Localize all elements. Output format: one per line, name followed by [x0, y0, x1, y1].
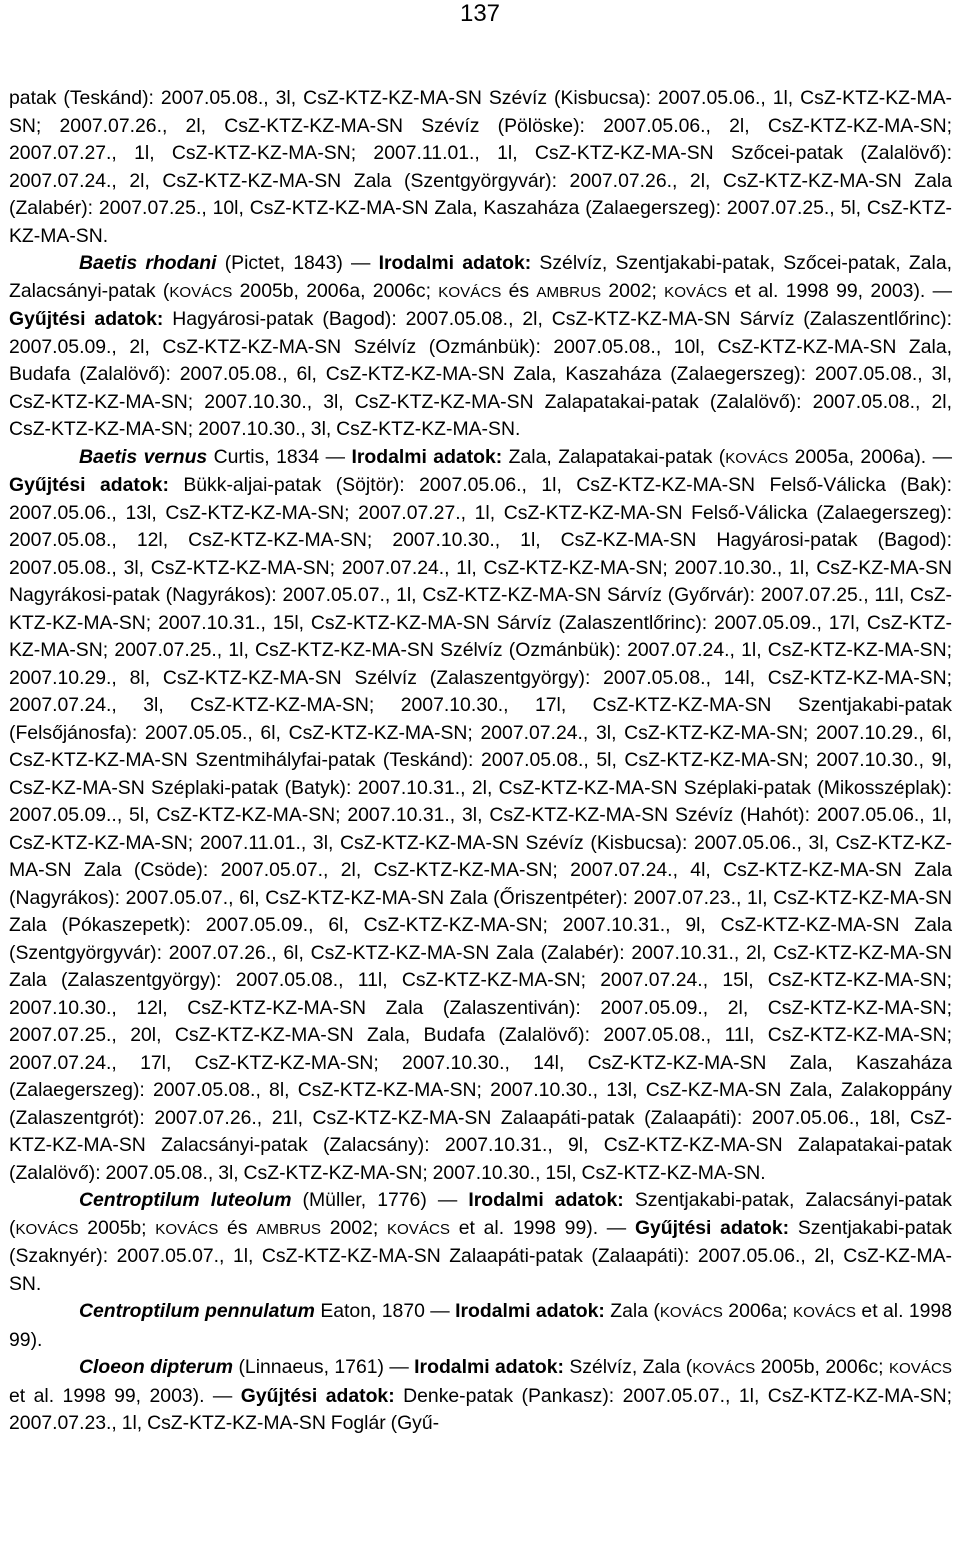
species-author: (Linnaeus, 1761) —	[233, 1356, 415, 1378]
author-name: KOVÁCS	[659, 1304, 723, 1321]
literature-text: Szélvíz, Szentjakabi-patak, Szőcei-patak, Zala, Zalacsányi-patak (	[9, 252, 952, 302]
collection-text: Hagyárosi-patak (Bagod): 2007.05.08., 2l, CsZ-KTZ-KZ-MA-SN Sárvíz (Zalaszentlőrinc): 2007.05.09., 2l, CsZ-KTZ-KZ-MA-SN Szélvíz (Ozmánbük): 2007.05.08., 10l, CsZ-KTZ-KZ-MA-SN Zala, Budafa (Zalalövő): 2007.05.08., 6l, CsZ-KTZ-KZ-MA-SN Zala, Kaszaháza (Zalaegerszeg): 2007.05.08., 3l, CsZ-KTZ-KZ-MA-SN; 2007.10.30., 3l, CsZ-KTZ-KZ-MA-SN Zalapatakai-patak (Zalalövő): 2007.05.08., 2l, CsZ-KTZ-KZ-MA-SN; 2007.10.30., 3l, CsZ-KTZ-KZ-MA-SN.	[9, 308, 952, 440]
species-entry-centroptilum-luteolum	[9, 1187, 952, 1298]
species-name: Baetis rhodani	[79, 252, 217, 274]
species-name: Centroptilum luteolum	[79, 1189, 292, 1211]
author-name: KOVÁCS	[15, 1220, 79, 1238]
literature-text: Szélvíz, Zala (	[563, 1356, 693, 1378]
author-name: KOVÁCS	[725, 449, 789, 467]
page-number: 137	[459, 0, 501, 27]
literature-text: 2005a, 2006a). —	[788, 445, 952, 468]
collection-label: Gyűjtési adatok:	[634, 1216, 790, 1239]
literature-text: Zala, Zalapatakai-patak (	[502, 445, 726, 468]
author-name: KOVÁCS	[792, 1304, 857, 1321]
literature-text: et al. 1998 99, 2003). —	[727, 279, 952, 302]
author-name: KOVÁCS	[386, 1220, 450, 1238]
literature-text: 2006a;	[722, 1300, 793, 1322]
literature-label: Irodalmi adatok:	[468, 1189, 624, 1211]
species-entry-centroptilum-pennulatum	[9, 1298, 952, 1354]
species-entry-cloeon-dipterum	[9, 1354, 952, 1438]
species-name: Cloeon dipterum	[79, 1356, 234, 1378]
collection-text: Denke-patak (Pankasz): 2007.05.07., 1l, CsZ-KTZ-KZ-MA-SN; 2007.07.23., 1l, CsZ-KTZ-KZ-MA-SN Foglár (Gyű-	[9, 1384, 952, 1434]
literature-text: Szentjakabi-patak, Zalacsányi-patak (	[9, 1189, 952, 1239]
species-author: Curtis, 1834 —	[207, 445, 352, 468]
author-name: AMBRUS	[536, 283, 602, 301]
literature-text: 2005b, 2006a, 2006c;	[232, 279, 439, 302]
author-name: KOVÁCS	[438, 283, 502, 301]
species-entry-baetis-vernus	[9, 444, 952, 1188]
author-name: KOVÁCS	[169, 283, 233, 301]
literature-text: és	[218, 1216, 257, 1239]
author-name: KOVÁCS	[692, 1360, 756, 1377]
literature-label: Irodalmi adatok:	[455, 1300, 605, 1322]
collection-text: Bükk-aljai-patak (Söjtör): 2007.05.06., 1l, CsZ-KTZ-KZ-MA-SN Felső-Válicka (Bak): 2007.05.06., 13l, CsZ-KTZ-KZ-MA-SN; 2007.07.27., 1l, CsZ-KTZ-KZ-MA-SN Felső-Válicka (Zalaegerszeg): 2007.05.08., 12l, CsZ-KTZ-KZ-MA-SN; 2007.10.30., 1l, CsZ-KZ-MA-SN Hagyárosi-patak (Bagod): 2007.05.08., 3l, CsZ-KTZ-KZ-MA-SN; 2007.07.24., 1l, CsZ-KTZ-KZ-MA-SN; 2007.10.30., 1l, CsZ-KZ-MA-SN Nagyrákosi-patak (Nagyrákos): 2007.05.07., 1l, CsZ-KTZ-KZ-MA-SN Sárvíz (Győrvár): 2007.07.25., 11l, CsZ-KTZ-KZ-MA-SN; 2007.10.31., 15l, CsZ-KTZ-KZ-MA-SN Sárvíz (Zalaszentlőrinc): 2007.05.09., 17l, CsZ-KTZ-KZ-MA-SN; 2007.07.25., 1l, CsZ-KTZ-KZ-MA-SN Szélvíz (Ozmánbük): 2007.07.24., 1l, CsZ-KTZ-KZ-MA-SN; 2007.10.29., 8l, CsZ-KTZ-KZ-MA-SN Szélvíz (Zalaszentgyörgy): 2007.05.08., 14l, CsZ-KTZ-KZ-MA-SN; 2007.07.24., 3l, CsZ-KTZ-KZ-MA-SN; 2007.10.30., 17l, CsZ-KTZ-KZ-MA-SN Szentjakabi-patak (Felsőjánosfa): 2007.05.05., 6l, CsZ-KTZ-KZ-MA-SN; 2007.07.24., 3l, CsZ-KTZ-KZ-MA-SN; 2007.10.29., 6l, CsZ-KTZ-KZ-MA-SN Szentmihályfai-patak (Teskánd): 2007.05.08., 5l, CsZ-KTZ-KZ-MA-SN; 2007.10.30., 9l, CsZ-KZ-MA-SN Széplaki-patak (Batyk): 2007.10.31., 2l, CsZ-KTZ-KZ-MA-SN Széplaki-patak (Mikosszéplak): 2007.05.09.., 5l, CsZ-KTZ-KZ-MA-SN; 2007.10.31., 3l, CsZ-KTZ-KZ-MA-SN Szévíz (Hahót): 2007.05.06., 1l, CsZ-KTZ-KZ-MA-SN; 2007.11.01., 3l, CsZ-KTZ-KZ-MA-SN Szévíz (Kisbucsa): 2007.05.06., 3l, CsZ-KTZ-KZ-MA-SN Zala (Csöde): 2007.05.07., 2l, CsZ-KTZ-KZ-MA-SN; 2007.07.24., 4l, CsZ-KTZ-KZ-MA-SN Zala (Nagyrákos): 2007.05.07., 6l, CsZ-KTZ-KZ-MA-SN Zala (Őriszentpéter): 2007.07.23., 1l, CsZ-KTZ-KZ-MA-SN Zala (Pókaszepetk): 2007.05.09., 6l, CsZ-KTZ-KZ-MA-SN; 2007.10.31., 9l, CsZ-KTZ-KZ-MA-SN Zala (Szentgyörgyvár): 2007.07.26., 6l, CsZ-KTZ-KZ-MA-SN Zala (Zalabér): 2007.10.31., 2l, CsZ-KTZ-KZ-MA-SN Zala (Zalaszentgyörgy): 2007.05.08., 11l, CsZ-KTZ-KZ-MA-SN; 2007.07.24., 15l, CsZ-KTZ-KZ-MA-SN; 2007.10.30., 12l, CsZ-KTZ-KZ-MA-SN Zala (Zalaszentiván): 2007.05.09., 2l, CsZ-KTZ-KZ-MA-SN; 2007.07.25., 20l, CsZ-KTZ-KZ-MA-SN Zala, Budafa (Zalalövő): 2007.05.08., 11l, CsZ-KTZ-KZ-MA-SN; 2007.07.24., 17l, CsZ-KTZ-KZ-MA-SN; 2007.10.30., 14l, CsZ-KTZ-KZ-MA-SN Zala, Kaszaháza (Zalaegerszeg): 2007.05.08., 8l, CsZ-KTZ-KZ-MA-SN; 2007.10.30., 13l, CsZ-KZ-MA-SN Zala, Zalakoppány (Zalaszentgrót): 2007.07.26., 21l, CsZ-KTZ-KZ-MA-SN Zalaapáti-patak (Zalaapáti): 2007.05.06., 18l, CsZ-KTZ-KZ-MA-SN Zalacsányi-patak (Zalacsány): 2007.10.31., 9l, CsZ-KTZ-KZ-MA-SN Zalapatakai-patak (Zalalövő): 2007.05.08., 3l, CsZ-KTZ-KZ-MA-SN; 2007.10.30., 15l, CsZ-KTZ-KZ-MA-SN.	[9, 474, 953, 1184]
literature-text: et al. 1998 99).	[9, 1300, 952, 1351]
literature-label: Irodalmi adatok:	[351, 445, 503, 468]
collection-label: Gyűjtési adatok:	[9, 308, 164, 330]
collection-text: Szentjakabi-patak (Szaknyér): 2007.05.07., 1l, CsZ-KTZ-KZ-MA-SN Zalaapáti-patak (Zalaapáti): 2007.05.06., 2l, CsZ-KZ-MA-SN.	[9, 1216, 953, 1295]
author-name: KOVÁCS	[664, 283, 728, 301]
author-name: KOVÁCS	[888, 1360, 952, 1377]
species-author: Eaton, 1870 —	[314, 1300, 456, 1322]
continuation-paragraph: patak (Teskánd): 2007.05.08., 3l, CsZ-KTZ-KZ-MA-SN Szévíz (Kisbucsa): 2007.05.06., 1l, CsZ-KTZ-KZ-MA-SN; 2007.07.26., 2l, CsZ-KTZ-KZ-MA-SN Szévíz (Pölöske): 2007.05.06., 2l, CsZ-KTZ-KZ-MA-SN; 2007.07.27., 1l, CsZ-KTZ-KZ-MA-SN; 2007.11.01., 1l, CsZ-KTZ-KZ-MA-SN Szőcei-patak (Zalalövő): 2007.07.24., 2l, CsZ-KTZ-KZ-MA-SN Zala (Szentgyörgyvár): 2007.07.26., 2l, CsZ-KTZ-KZ-MA-SN Zala (Zalabér): 2007.07.25., 10l, CsZ-KTZ-KZ-MA-SN Zala, Kaszaháza (Zalaegerszeg): 2007.07.25., 5l, CsZ-KTZ-KZ-MA-SN.	[9, 87, 952, 247]
literature-text: et al. 1998 99). —	[450, 1216, 635, 1239]
collection-label: Gyűjtési adatok:	[9, 474, 169, 496]
literature-text: 2002;	[601, 279, 665, 302]
literature-text: et al. 1998 99, 2003). —	[9, 1384, 241, 1407]
collection-label: Gyűjtési adatok:	[240, 1384, 395, 1407]
species-entry-baetis-rhodani	[9, 250, 952, 444]
literature-text: Zala (	[604, 1300, 660, 1322]
species-author: (Müller, 1776) —	[291, 1189, 469, 1211]
literature-text: 2002;	[320, 1216, 387, 1239]
species-name: Baetis vernus	[79, 445, 208, 468]
document-body	[9, 85, 952, 1438]
author-name: AMBRUS	[256, 1220, 321, 1238]
literature-text: és	[501, 279, 537, 302]
author-name: KOVÁCS	[155, 1220, 219, 1238]
species-author: (Pictet, 1843) —	[216, 252, 379, 274]
species-name: Centroptilum pennulatum	[79, 1300, 315, 1322]
literature-label: Irodalmi adatok:	[414, 1356, 564, 1378]
literature-label: Irodalmi adatok:	[378, 252, 532, 274]
literature-text: 2005b;	[78, 1216, 156, 1239]
literature-text: 2005b, 2006c;	[755, 1356, 889, 1378]
